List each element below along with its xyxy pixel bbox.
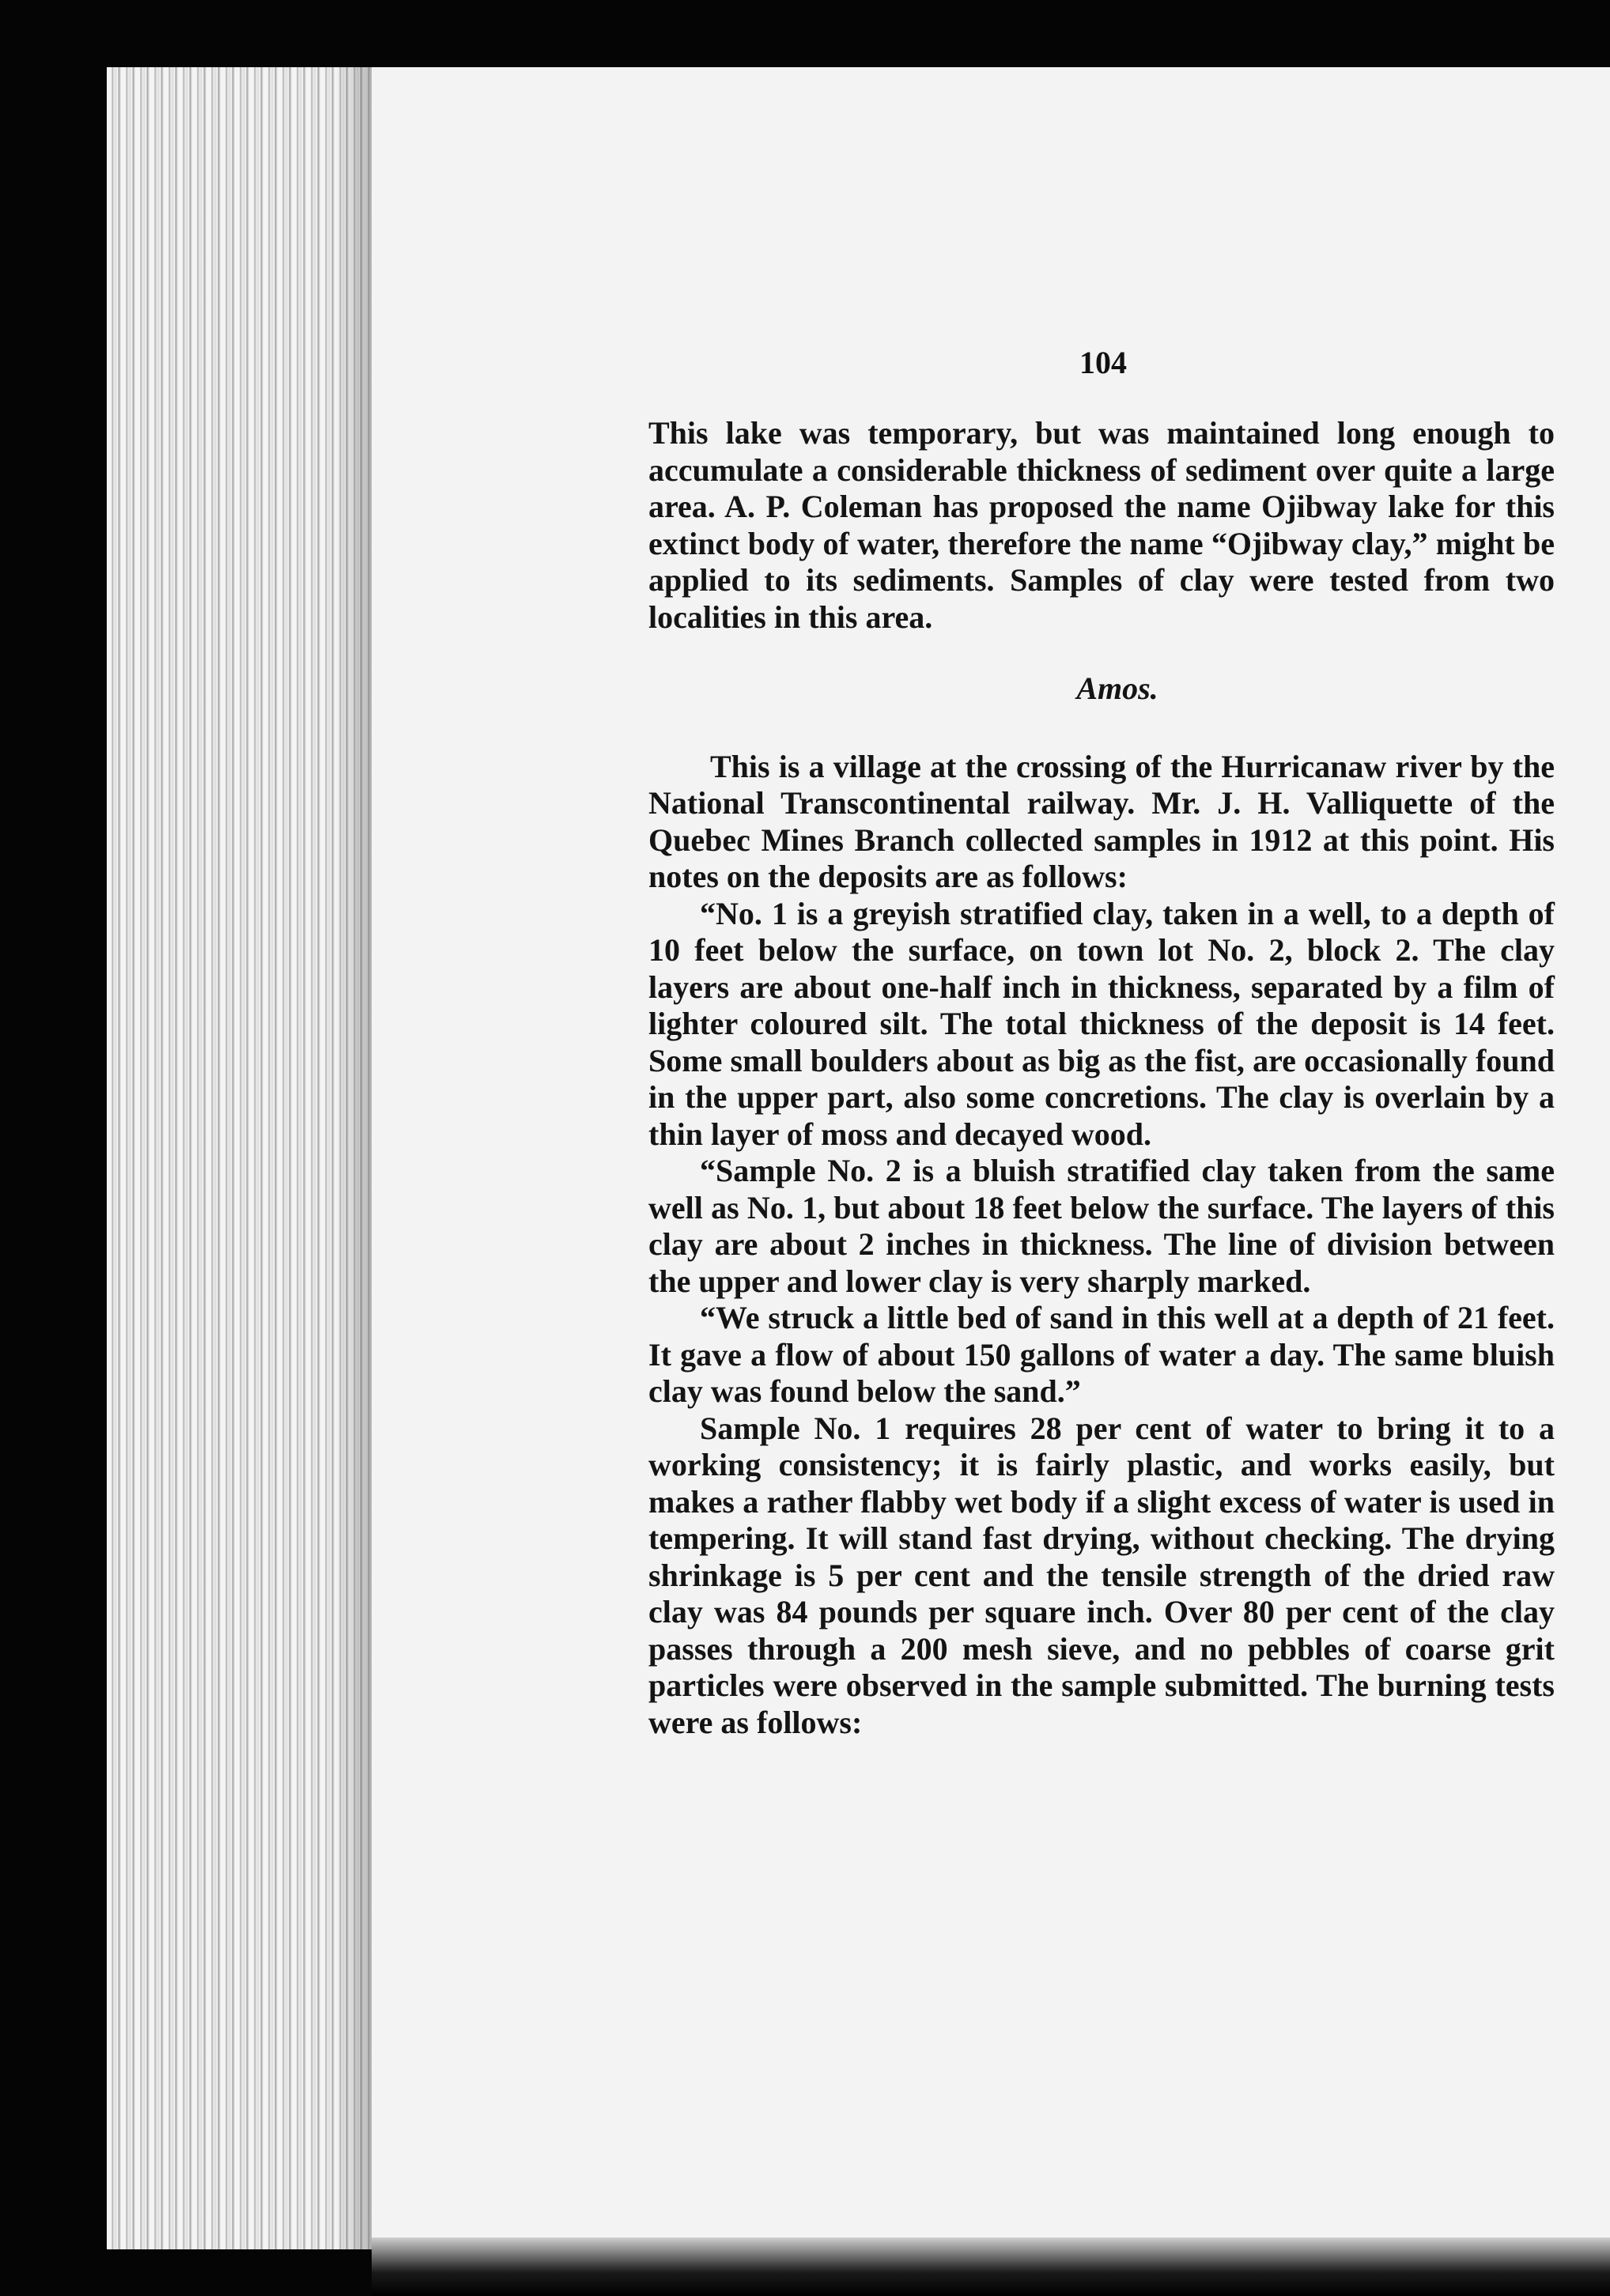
paragraph-sample-1-tests: Sample No. 1 requires 28 per cent of water to bring it to a working consistency; it is fairly plastic, and works easily, but makes a rather flabby wet body if a slight excess of water is used in tempering. It will stand fast drying, without checking. The drying shrinkage is 5 per cent and the tensile strength of the dried raw clay was 84 pounds per square inch. Over 80 per cent of the clay passes through a 200 mesh sieve, and no pebbles of coarse grit particles were observed in the sample submitted. The burning tests were as follows: (648, 1410, 1555, 1740)
paragraph-sand-bed: “We struck a little bed of sand in this well at a depth of 21 feet. It gave a flow of about 150 gallons of water a day. The same bluish clay was found below the sand.” (648, 1300, 1555, 1409)
page-number: 104 (1079, 345, 1127, 380)
section-heading: Amos. (1076, 670, 1158, 706)
intro-paragraph: This lake was temporary, but was maintained long enough to accumulate a considerable thickness of sediment over quite a large area. A. P. Coleman has proposed the name Ojibway lake for this extinct body of water, therefore the name “Ojibway clay,” might be applied to its sediments. Samples of clay were tested from two localities in this area. (648, 415, 1555, 635)
book-page-edges (107, 67, 376, 2249)
scan-bottom-shadow (372, 2237, 1610, 2296)
paragraph-village: This is a village at the crossing of the Hurricanaw river by the National Transcontinental railway. Mr. J. H. Valliquette of the Quebec Mines Branch collected samples in 1912 at this point. His notes on the deposits are as follows: (648, 748, 1555, 894)
paragraph-sample-1-notes: “No. 1 is a greyish stratified clay, taken in a well, to a depth of 10 feet below the surface, on town lot No. 2, block 2. The clay layers are about one-half inch in thickness, separated by a film of lighter coloured silt. The total thickness of the deposit is 14 feet. Some small boulders about as big as the fist, are occasionally found in the upper part, also some concretions. The clay is overlain by a thin layer of moss and decayed wood. (648, 895, 1555, 1152)
body-text (648, 415, 1555, 1741)
paragraph-sample-2-notes: “Sample No. 2 is a bluish stratified clay taken from the same well as No. 1, but about 18 feet below the surface. The layers of this clay are about 2 inches in thickness. The line of division between the upper and lower clay is very sharply marked. (648, 1153, 1555, 1299)
